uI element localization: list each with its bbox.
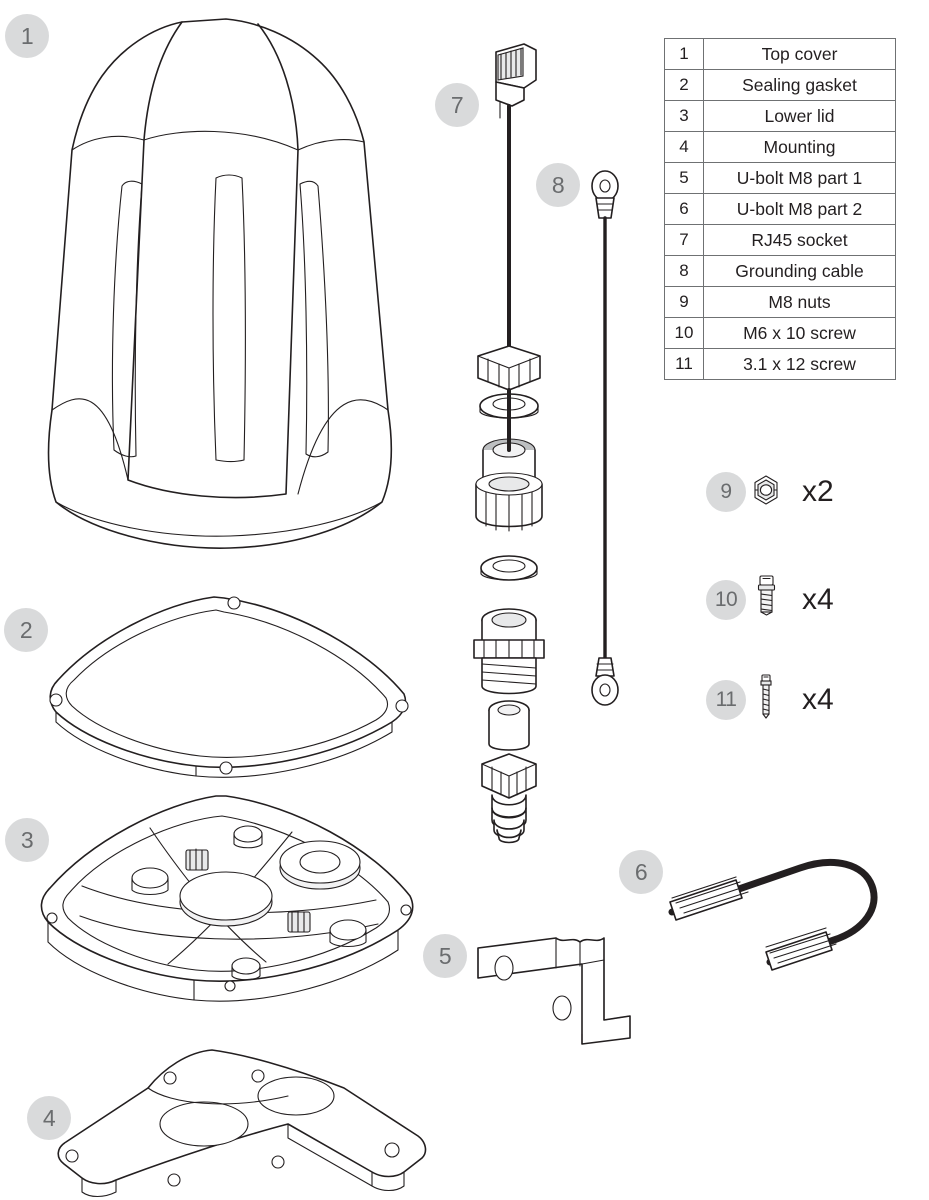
- part-grounding-cable-drawing: [580, 168, 636, 738]
- part-label: 3.1 x 12 screw: [704, 349, 896, 380]
- callout-bubble-8: 8: [536, 163, 580, 207]
- callout-bubble-7: 7: [435, 83, 479, 127]
- part-number: 10: [665, 318, 704, 349]
- part-number: 6: [665, 194, 704, 225]
- part-label: U-bolt M8 part 2: [704, 194, 896, 225]
- hex-nut-icon: [746, 472, 798, 512]
- part-rj45-socket-drawing: [468, 38, 578, 838]
- quantity-count: x4: [802, 583, 834, 616]
- table-row: [665, 101, 896, 132]
- table-row: [665, 256, 896, 287]
- part-sealing-gasket-drawing: [36, 586, 426, 786]
- part-label: M8 nuts: [704, 287, 896, 318]
- callout-bubble-6: 6: [619, 850, 663, 894]
- part-ubolt-plate-drawing: [470, 934, 650, 1054]
- part-number: 2: [665, 70, 704, 101]
- part-label: M6 x 10 screw: [704, 318, 896, 349]
- part-label: Grounding cable: [704, 256, 896, 287]
- part-top-cover-drawing: [30, 10, 420, 580]
- quantity-count: x4: [802, 683, 834, 716]
- table-row: [665, 163, 896, 194]
- part-label: RJ45 socket: [704, 225, 896, 256]
- callout-bubble-4: 4: [27, 1096, 71, 1140]
- quantity-row-11: [706, 672, 834, 728]
- table-row: [665, 39, 896, 70]
- quantity-row-10: [706, 572, 834, 628]
- quantity-row-9: [706, 472, 834, 512]
- callout-bubble-2: 2: [4, 608, 48, 652]
- part-ubolt-drawing: [650, 846, 910, 986]
- part-number: 4: [665, 132, 704, 163]
- part-lower-lid-drawing: [30, 790, 430, 1050]
- callout-bubble-5: 5: [423, 934, 467, 978]
- table-row: [665, 287, 896, 318]
- short-screw-icon: [746, 572, 798, 628]
- part-number: 8: [665, 256, 704, 287]
- part-number: 7: [665, 225, 704, 256]
- callout-bubble-1: 1: [5, 14, 49, 58]
- part-number: 1: [665, 39, 704, 70]
- table-row: [665, 132, 896, 163]
- callout-bubble-3: 3: [5, 818, 49, 862]
- table-row: [665, 194, 896, 225]
- part-label: U-bolt M8 part 1: [704, 163, 896, 194]
- callout-bubble-10: 10: [706, 580, 746, 620]
- parts-legend-table: [664, 38, 896, 380]
- callout-bubble-9: 9: [706, 472, 746, 512]
- quantity-count: x2: [802, 475, 834, 508]
- part-number: 3: [665, 101, 704, 132]
- long-screw-icon: [746, 672, 798, 728]
- table-row: [665, 318, 896, 349]
- callout-bubble-11: 11: [706, 680, 746, 720]
- table-row: [665, 225, 896, 256]
- part-number: 9: [665, 287, 704, 318]
- part-number: 11: [665, 349, 704, 380]
- part-mounting-bracket-drawing: [52, 1040, 432, 1200]
- table-row: [665, 70, 896, 101]
- table-row: [665, 349, 896, 380]
- part-label: Lower lid: [704, 101, 896, 132]
- part-label: Sealing gasket: [704, 70, 896, 101]
- part-number: 5: [665, 163, 704, 194]
- part-label: Mounting: [704, 132, 896, 163]
- part-label: Top cover: [704, 39, 896, 70]
